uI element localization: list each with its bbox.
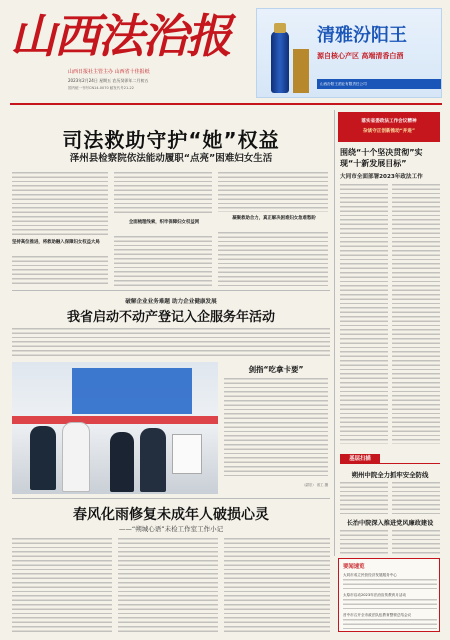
photo-person-1 bbox=[30, 426, 56, 490]
jiceng-story2-title: 长治中院深入推进党风廉政建设 bbox=[346, 520, 434, 527]
masthead-issue: 国内统一刊号CN14-0070 邮发代号21-22 bbox=[68, 86, 134, 90]
briefs-item-3-text bbox=[343, 619, 437, 629]
photo-caption-box bbox=[222, 362, 330, 494]
briefs-item-3: 晋中市召开全市政法队伍教育整顿总结会议 bbox=[343, 613, 412, 617]
photo-caption-credit: （尉宗） 省工 摄 bbox=[302, 483, 328, 487]
story2-kicker: 破解企业业务难题 助力企业健康发展 bbox=[125, 299, 217, 305]
story3-col-1 bbox=[12, 538, 112, 632]
jiceng-story1-title: 朔州中院全力抓牢安全防线 bbox=[351, 471, 429, 479]
lead-subheadline: 泽州县检察院依法能动履职“点亮”困难妇女生活 bbox=[69, 153, 273, 164]
lead-section-heading-3: 凝聚救助合力，真正解决困难妇女急难愁盼 bbox=[232, 216, 316, 221]
lead-column-2 bbox=[114, 172, 212, 216]
briefs-title: 要闻速览 bbox=[343, 564, 365, 570]
lead-column-1b bbox=[12, 256, 108, 286]
ad-company: 山西汾阳王酒业有限责任公司 bbox=[317, 79, 441, 89]
right-column-text-a bbox=[340, 184, 388, 444]
briefs-item-2: 太原市启动2023年法治宣传教育月活动 bbox=[343, 593, 407, 597]
promo-line-2: 杂谈守正创新推动“并进” bbox=[363, 129, 415, 134]
right-headline: 围绕“十个坚决贯彻”实现“十新发展目标” bbox=[340, 148, 423, 168]
story2-headline: 我省启动不动产登记入企服务年活动 bbox=[66, 310, 275, 325]
ad-title: 清雅汾阳王 bbox=[317, 25, 407, 46]
lead-column-3b bbox=[218, 232, 328, 286]
story3-col-3 bbox=[224, 538, 330, 632]
photo-person-3 bbox=[110, 432, 134, 492]
photo-blue-banner bbox=[72, 368, 192, 414]
photo-caption-text bbox=[224, 378, 328, 478]
lead-column-3 bbox=[218, 172, 328, 212]
story3-subheadline: ——“朔城心语”未检工作室工作小记 bbox=[118, 525, 224, 533]
jiceng-story2-b bbox=[392, 530, 440, 554]
right-column-divider bbox=[334, 110, 335, 556]
lead-column-2b bbox=[114, 236, 212, 286]
lead-headline: 司法救助守护“她”权益 bbox=[62, 128, 280, 152]
photo-caption-title: 剑指“吃拿卡要” bbox=[248, 365, 304, 374]
masthead bbox=[10, 6, 255, 101]
jiceng-story1-a bbox=[340, 482, 388, 514]
jiceng-story1-b bbox=[392, 482, 440, 514]
lead-column-1 bbox=[12, 172, 108, 236]
story3-headline: 春风化雨修复未成年人破损心灵 bbox=[73, 507, 269, 523]
masthead-subline: 山西日报社主管主办 山西省十佳报纸 bbox=[68, 69, 150, 75]
jiceng-story2-a bbox=[340, 530, 388, 554]
jiceng-rule bbox=[380, 463, 440, 464]
photo-person-4 bbox=[140, 428, 166, 492]
liquor-ad bbox=[256, 8, 442, 98]
ad-cap-image bbox=[274, 23, 286, 33]
story3-top-rule bbox=[12, 498, 330, 499]
briefs-item-2-text bbox=[343, 599, 437, 611]
photo-poster bbox=[172, 434, 202, 474]
lead-section-heading-2: 坚持高位推进，将救助融入保障妇女权益大局 bbox=[12, 240, 100, 245]
briefs-item-1: 大同市成立民营经济发展服务中心 bbox=[343, 573, 397, 577]
ad-bottle-image bbox=[271, 31, 289, 93]
story2-text bbox=[12, 328, 330, 358]
ad-slogan: 源自核心产区 高端清香白酒 bbox=[317, 52, 404, 60]
photo-person-2 bbox=[62, 422, 90, 492]
promo-line-1: 落实省委政法工作会议精神 bbox=[361, 119, 417, 124]
photo-red-sign bbox=[12, 416, 218, 424]
promo-banner bbox=[338, 112, 440, 142]
ad-box-image bbox=[293, 49, 309, 93]
masthead-title: 山西法治报 bbox=[10, 9, 230, 63]
briefs-item-1-text bbox=[343, 579, 437, 591]
story3-col-2 bbox=[118, 538, 218, 632]
news-photo bbox=[12, 362, 218, 494]
jiceng-tag: 基层扫描 bbox=[340, 454, 380, 464]
masthead-date: 2023年2月24日 星期五 农历癸卯年二月初五 bbox=[68, 78, 149, 83]
briefs-box bbox=[338, 558, 440, 632]
right-subheadline: 大同市全面部署2023年政法工作 bbox=[340, 174, 423, 180]
lead-section-heading-1: 全面梳理线索，织牢保障妇女权益网 bbox=[128, 220, 200, 225]
right-column-text-b bbox=[392, 184, 440, 444]
masthead-divider bbox=[10, 103, 442, 105]
lead-bottom-rule bbox=[12, 290, 330, 291]
